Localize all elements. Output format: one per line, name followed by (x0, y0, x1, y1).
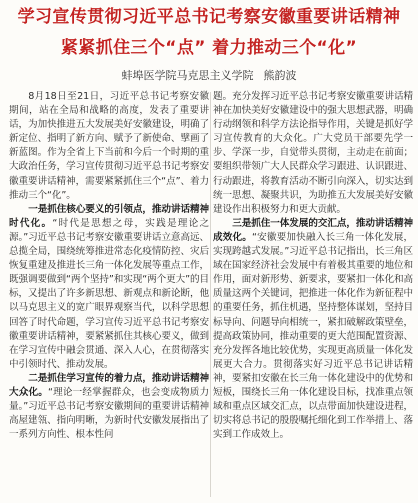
byline-author: 熊韵波 (263, 69, 297, 82)
headline-line-2: 紧紧抓住三个“点” 着力推动三个“化” (60, 38, 358, 58)
point-three-lead: 三是抓住一体发展的交汇点，推动讲话精神成效化。 (213, 217, 413, 243)
point-three-body: “安徽要加快融入长三角一体化发展，实现跨越式发展。”习近平总书记指出，长三角区域在国家经济社会发展中有着极其重要的地位和作用，面对新形势、新要求，要紧扣一体化和高质量这两个关键词，把推进一体化作为新征程中的重要任务，抓住机遇，坚持整体谋划，坚持目标导向、问题导向相统一，紧扣破解政策壁垒，提高政策协同，推动重要的更大范围配置资源、充分发挥各地比较优势，实现更高质量一体化发展更大合力。贯彻落实好习近平总书记讲话精神，要紧扣安徽在长三角一体化建设中的优势和短板，围绕长三角一体化建设目标，找准重点领域和重点区域交汇点，以点带面加快建设进程，切实将总书记的殷殷嘱托细化到工作举措上、落实到工作成效上。 (213, 231, 413, 441)
paragraph-point-three (213, 217, 413, 443)
paragraph-point-two-cont: 题。充分发挥习近平总书记考察安徽重要讲话精神在加快美好安徽建设中的强大思想武器，明确行动纲领和科学方法论指导作用，关键是抓好学习宣传教育的大众化。广大党员干部要先学一步、学深一步，自觉带头贯彻，主动走在前面；要组织带领广大人民群众学习跟进、认识跟进、行动跟进，将教育活动不断引向深入，切实达到统一思想、凝聚共识，为助推五大发展美好安徽建设作出积极努力和更大贡献。 (213, 91, 413, 215)
paragraph-point-one (9, 203, 209, 372)
byline (0, 69, 418, 83)
column-divider (210, 92, 211, 497)
byline-org: 蚌埠医学院马克思主义学院 (121, 69, 254, 82)
article-column-left (9, 90, 209, 442)
point-two-body: “理论一经掌握群众，也会变成物质力量。”习近平总书记考察安徽期间的重要讲话精神高屋建瓴、指向明晰，为新时代安徽发展指出了一系列方向性、根本性问 (9, 386, 209, 441)
paragraph-point-two (9, 372, 209, 442)
point-one-body: “时代是思想之母，实践是理论之源。”习近平总书记考察安徽重要讲话立意高远、总揽全局，围绕统筹推进常态化疫情防控、灾后恢复重建及推进长三角一体化发展等重点工作，既强调要做到“两个坚持”和实现“两个更大”的目标，又提出了许多新思想、新观点和新论断，他以马克思主义的宽广眼界观察当代，以科学思想回答了时代命题，学习宣传习近平总书记考察安徽重要讲话精神，要紧紧抓住其核心要义，做到在学习宣传中融会贯通、深入人心，在贯彻落实中引领时代、推动发展。 (9, 217, 209, 370)
article-column-right (213, 90, 413, 442)
point-one-lead: 一是抓住核心要义的引领点，推动讲话精神时代化。 (9, 203, 209, 229)
paragraph-intro: 8月18日至21日，习近平总书记考察安徽期间，站在全局和战略的高度，发表了重要讲话，为加快推进五大发展美好安徽建设，明确了新定位、指明了新方向、赋予了新使命、擘画了新蓝图。作为全省上下当前和今后一个时期的重大政治任务，学习宣传贯彻习近平总书记考察安徽重要讲话精神，需要紧紧抓住三个“点”、着力推动三个“化”。 (9, 91, 209, 201)
point-two-lead: 二是抓住学习宣传的着力点，推动讲话精神大众化。 (9, 372, 209, 398)
headline-line-1: 学习宣传贯彻习近平总书记考察安徽重要讲话精神 (17, 7, 401, 27)
